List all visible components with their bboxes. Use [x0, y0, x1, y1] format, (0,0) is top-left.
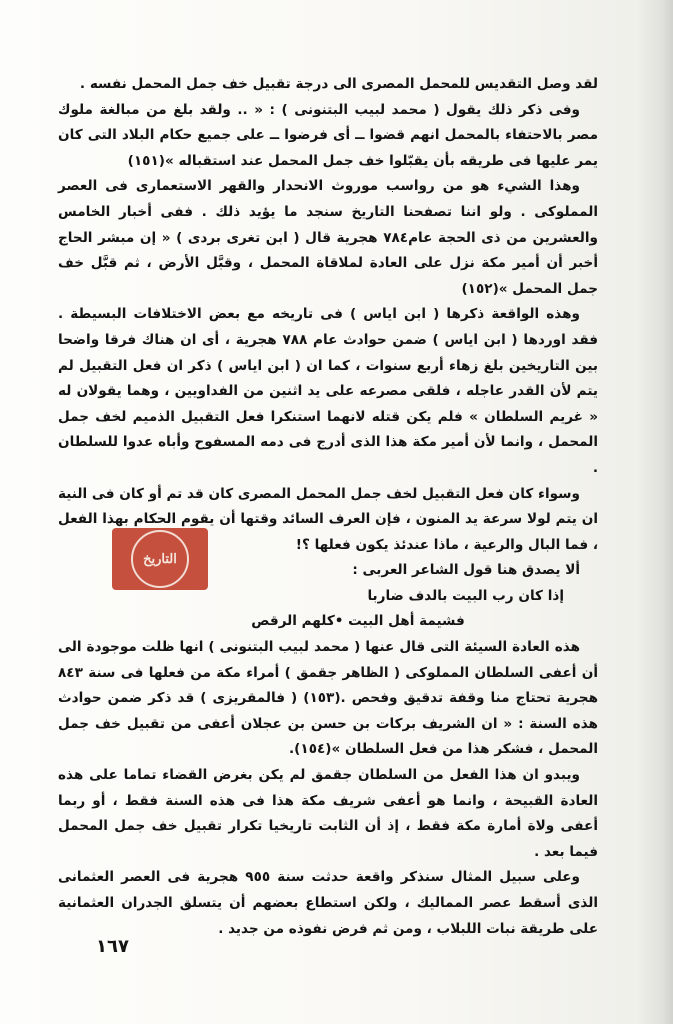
paragraph-1: لقد وصل التقديس للمحمل المصرى الى درجة تقبيل خف جمل المحمل نفسه .: [79, 76, 598, 92]
poem-line-1: إذا كان رب البيت بالدف ضاربا: [367, 587, 564, 604]
page-number: ١٦٧: [96, 936, 129, 957]
page-fold-shadow: [637, 0, 673, 1024]
paragraph-2: وفى ذكر ذلك يقول ( محمد لبيب البتنونى ) : « .. ولقد بلغ من مبالغة ملوك مصر بالاحتفاء بالمحمل انهم قضوا ــ أى فرضوا ــ على جميع حكام البلاد التى كان يمر عليها فى طريقه بأن يقبّلوا خف جمل المحمل عند استقباله »(١٥١): [58, 101, 598, 169]
library-stamp: [112, 528, 208, 590]
body-text: [58, 72, 598, 942]
poem-intro: ألا يصدق هنا قول الشاعر العربى :: [352, 562, 580, 579]
paragraph-8: وعلى سبيل المثال سنذكر واقعة حدثت سنة ٩٥٥ هجرية فى العصر العثمانى الذى أسقط عصر المماليك ، ولكن استطاع بعضهم أن يتسلق الجدران العثمانية على طريقة نبات اللبلاب ، ومن ثم فرض نفوذه من جديد .: [58, 869, 598, 937]
poem-line-2: فشيمة أهل البيت •كلهم الرقص: [251, 613, 465, 630]
stamp-ring: [131, 530, 189, 588]
paragraph-4: وهذه الواقعة ذكرها ( ابن اياس ) فى تاريخه مع بعض الاختلافات البسيطة . فقد اوردها ( ابن اياس ) ضمن حوادث عام ٧٨٨ هجرية ، أى ان هناك فرقا واضحا بين التاريخين بلغ زهاء أربع سنوات ، كما ان ( ابن اياس ) ذكر ان فعل التقبيل لم يتم لأن القدر عاجله ، فلقى مصرعه على يد اثنين من الفداويين ، وهما يقولان له « غريم السلطان » فلم يكن قتله لانهما استنكرا فعل التقبيل الذميم لخف جمل المحمل ، وانما لأن أمير مكة هذا الذى أدرج فى دمه المسفوح وأباه عدوا للسلطان .: [58, 306, 599, 476]
paragraph-7: ويبدو ان هذا الفعل من السلطان جقمق لم يكن بغرض القضاء تماما على هذه العادة القبيحة ، وانما هو أعفى شريف مكة هذا فى هذه السنة فقط ، أو ربما أعفى ولاة أمارة مكة فقط ، إذ أن الثابت تاريخيا تكرار تقبيل خف جمل المحمل فيما بعد .: [58, 767, 598, 860]
paragraph-5: وسواء كان فعل التقبيل لخف جمل المحمل المصرى كان قد تم أو كان فى النية ان يتم لولا سرعة يد المنون ، فإن العرف السائد وقتها أن يقوم الحكام بهذا الفعل ، فما البال والرعية ، ماذا عندئذ يكون فعلها ؟!: [58, 485, 598, 553]
paragraph-3: وهذا الشيء هو من رواسب موروث الانحدار والقهر الاستعمارى فى العصر المملوكى . ولو اننا تصفحنا التاريخ سنجد ما يؤيد ذلك . ففى أخبار الخامس والعشرين من ذى الحجة عام٧٨٤ هجرية قال ( ابن تغرى بردى ) « إن مبشر الحاج أخبر أن أمير مكة نزل على العادة لملاقاة المحمل ، وقبَّل الأرض ، ثم قبَّل خف جمل المحمل »(١٥٢): [58, 178, 599, 297]
stamp-text: التاريخ: [143, 551, 177, 567]
paragraph-6: هذه العادة السيئة التى قال عنها ( محمد لبيب البتنونى ) انها ظلت موجودة الى أن أعفى السلطان المملوكى ( الظاهر جقمق ) أمراء مكة من فعلها فى سنة ٨٤٣ هجرية تحتاج منا وقفة تدقيق وفحص .(١٥٣) ( فالمقريزى ) قد ذكر ضمن حوادث هذه السنة : « ان الشريف بركات بن حسن بن عجلان أعفى من تقبيل خف جمل المحمل ، فشكر هذا من فعل السلطان »(١٥٤).: [58, 639, 599, 758]
